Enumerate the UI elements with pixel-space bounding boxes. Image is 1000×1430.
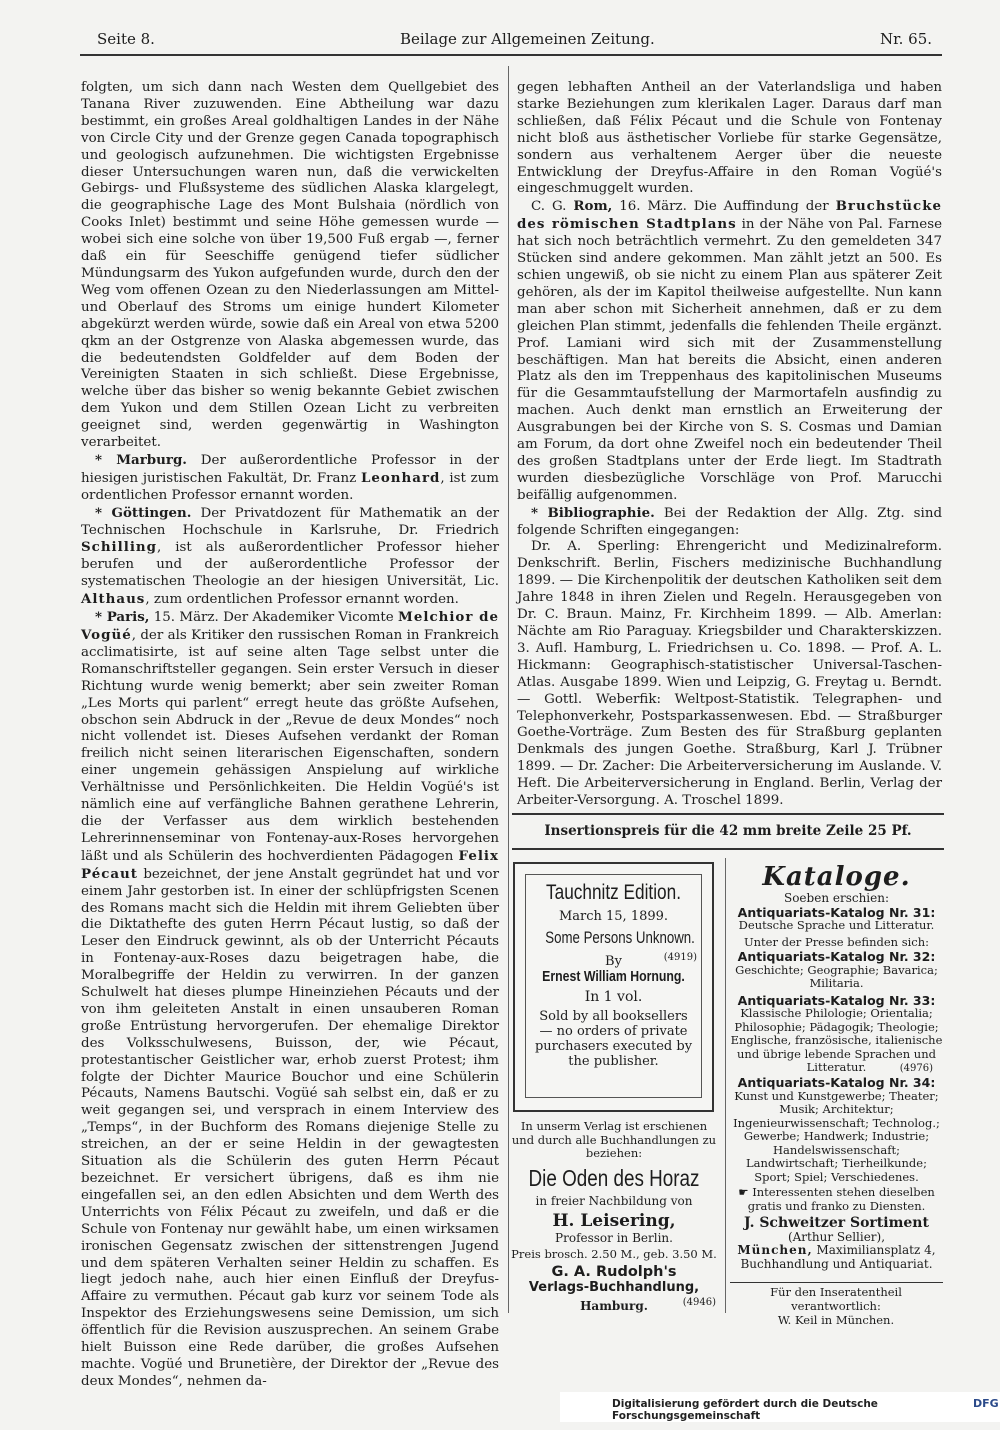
ad-rule	[512, 848, 944, 850]
text: C. G.	[531, 199, 574, 215]
page-title: Beilage zur Allgemeinen Zeitung.	[400, 30, 655, 48]
horaz-title: Die Oden des Horaz	[528, 1164, 700, 1191]
rom-heading: Rom,	[573, 198, 613, 215]
person-name: Schilling	[81, 539, 158, 556]
kataloge-address	[730, 1244, 943, 1258]
katalog-34-desc: Kunst und Kunstgewerbe; Theater; Musik; Architektur; Ingenieurwissenschaft; Technolog.; Gewerbe; Handwerk; Industrie; Handelswissenschaft; Landwirtschaft; Tierheilkunde; Sport; Spiel; Verschiedenes.	[733, 1088, 940, 1184]
kataloge-owner: (Arthur Sellier),	[787, 1229, 886, 1244]
responsible-name: W. Keil in München.	[777, 1313, 895, 1327]
insertion-price: Insertionspreis für die 42 mm breite Zeile 25 Pf.	[544, 823, 912, 839]
text: , zum ordentlichen Professor ernannt worden.	[145, 592, 459, 608]
horaz-publisher-2: Verlags-Buchhandlung,	[528, 1279, 700, 1295]
page-number: Seite 8.	[97, 30, 155, 48]
bibliographie-paragraph	[517, 505, 942, 540]
tauchnitz-title: Tauchnitz Edition.	[546, 881, 681, 904]
horaz-ad	[508, 1120, 720, 1311]
city: München,	[737, 1243, 813, 1257]
alaska-paragraph: folgten, um sich dann nach Westen dem Quellgebiet des Tanana River zuzuwenden. Eine Abtheilung war dazu bestimmt, ein großes Areal goldhaltigen Landes in der Nähe von Circle City und der Grenze gegen Canada topographisch und geologisch aufzunehmen. Die wichtigsten Ergebnisse dieser Untersuchungen waren nun, daß die verwickelten Gebirgs- und Flußsysteme des südlichen Alaska klargelegt, die geographische Lage des Mont Bulshaia (nördlich von Cooks Inlet) bestimmt und seine Höhe gemessen wurde — wobei sich eine solche von über 19,500 Fuß ergab —, ferner daß ein für Seeschiffe genügend tiefer südlicher Mündungsarm des Yukon aufgefunden wurde, durch den der Weg vom offenen Ozean zu den Niederlassungen am Mittel- und Oberlauf des Stroms um einige hundert Kilometer abgekürzt werden würde, sowie daß ein Areal von etwa 5200 qkm an der Ostgrenze von Alaska abgemessen wurde, das die bedeutendsten Goldfelder auf dem Boden der Vereinigten Staaten in sich schließt. Diese Ergebnisse, welche über das bisher so wenig bekannte Gebiet zwischen dem Yukon und dem Stillen Ozean Licht zu verbreiten geeignet sind, werden gegenwärtig in Washington verarbeitet.	[81, 80, 499, 451]
person-name: Leonhard	[360, 469, 441, 486]
rom-paragraph	[517, 198, 942, 504]
paris-paragraph	[81, 609, 499, 1391]
horaz-publisher: G. A. Rudolph's	[551, 1263, 677, 1280]
katalog-34: Antiquariats-Katalog Nr. 34:	[737, 1075, 936, 1090]
text: , ist als außerordentlicher Professor hieher berufen und der außerordentliche Professor der systematischen Theologie an der hiesigen Universität, Lic.	[81, 540, 499, 590]
marburg-heading: * Marburg.	[95, 451, 187, 468]
kataloge-intro: Soeben erschien:	[783, 891, 890, 905]
goettingen-heading: * Göttingen.	[95, 504, 192, 521]
tauchnitz-author: Ernest William Hornung.	[542, 968, 685, 985]
footer-text: Digitalisierung gefördert durch die Deutsche Forschungsgemeinschaft	[612, 1398, 878, 1422]
text: 15. März. Der Akademiker Vicomte	[149, 610, 399, 626]
tauchnitz-book: Some Persons Unknown.	[545, 928, 695, 947]
horaz-intro: In unserm Verlag ist erschienen und durch alle Buchhandlungen zu beziehen:	[511, 1119, 717, 1160]
left-column	[81, 80, 499, 1391]
dfg-logo: DFG	[973, 1397, 999, 1410]
tauchnitz-code: (4919)	[663, 952, 697, 963]
kataloge-ad	[730, 862, 943, 1271]
text: Bei der Redaktion der Allg. Ztg. sind folgende Schriften eingegangen:	[517, 505, 943, 538]
katalog-32-desc: Geschichte; Geographie; Bavarica; Militaria.	[735, 962, 938, 990]
horaz-sub: in freier Nachbildung von	[535, 1193, 693, 1208]
kataloge-note	[730, 1186, 943, 1213]
pointing-hand-icon: ☛	[738, 1185, 753, 1199]
katalog-code: (4976)	[899, 1062, 933, 1074]
horaz-price: Preis brosch. 2.50 M., geb. 3.50 M.	[511, 1246, 717, 1261]
tauchnitz-ad	[513, 862, 714, 1112]
horaz-role: Professor in Berlin.	[555, 1230, 673, 1245]
horaz-code: (4946)	[682, 1296, 716, 1308]
text: , ist zum ordentlichen Professor ernannt worden.	[81, 470, 499, 503]
katalog-33-desc: Klassische Philologie; Orientalia; Philosophie; Pädagogik; Theologie; Englische, französische, italienische und übrige lebende Sprachen und Litteratur.	[730, 1006, 943, 1074]
paris-heading: * Paris,	[95, 609, 150, 626]
text: Interessenten stehen dieselben gratis und franko zu Diensten.	[747, 1185, 935, 1213]
katalog-32: Antiquariats-Katalog Nr. 32:	[737, 949, 936, 964]
text: in der Nähe von Pal. Farnese hat sich noch beträchtlich vermehrt. Zu den gemeldeten 347 Stücken sind andere gekommen. Man zählt jetzt an 500. Es schien ungewiß, ob sie nicht zu einem Plan aus späterer Zeit gehören, als der im Kapitol theilweise aufgestellte. Nun kann man aber schon mit Sicherheit annehmen, daß er zu dem gleichen Plan stimmt, jedenfalls die fehlenden Theile ergänzt. Prof. Lamiani wird sich mit der Zusammenstellung beschäftigen. Man hat bereits die Absicht, einen anderen Platz als den im Treppenhaus des kapitolinischen Museums für die Gesammtaufstellung der Marmortafeln ausfindig zu machen. Auch denkt man ernstlich an Erweiterung der Ausgrabungen bei der Kirche von S. S. Cosmas und Damian am Forum, da dort ohne Zweifel noch ein bedeutender Theil des großen Stadtplans unter der Erde liegt. Im Stadtrath wurden diesbezügliche Vorschläge von Prof. Marucchi beifällig aufgenommen.	[517, 217, 942, 503]
text: Maximiliansplatz 4,	[812, 1243, 936, 1257]
goettingen-paragraph	[81, 505, 499, 609]
responsible-note	[726, 1285, 946, 1327]
person-name: Melchior de Vogüé	[81, 609, 499, 643]
tauchnitz-date: March 15, 1899.	[558, 909, 669, 924]
kataloge-address-2: Buchhandlung und Antiquariat.	[740, 1256, 933, 1271]
header-rule	[80, 54, 942, 56]
katalog-31-desc: Deutsche Sprache und Litteratur.	[738, 918, 935, 932]
right-column	[517, 80, 942, 810]
book-list: Dr. A. Sperling: Ehrengericht und Medizinalreform. Denkschrift. Berlin, Fischers medizinische Buchhandlung 1899. — Die Kirchenpolitik der deutschen Katholiken seit dem Jahre 1848 in ihren Zielen und Regeln. Herausgegeben von Dr. C. Braun. Mainz, Fr. Kirchheim 1899. — Alb. Amerlan: Nächte am Rio Paraguay. Kriegsbilder und Charakterskizzen. 3. Aufl. Hamburg, L. Friedrichsen u. Co. 1898. — Prof. A. L. Hickmann: Geographisch-statistischer Universal-Taschen-Atlas. Ausgabe 1899. Wien und Leipzig, G. Freytag u. Berndt. — Gottl. Weberfik: Weltpost-Statistik. Telegraphen- und Telephonverkehr, Postsparkassenwesen. Ebd. — Straßburger Goethe-Vorträge. Zum Besten des für Straßburg geplanten Denkmals des jungen Goethe. Straßburg, Karl J. Trübner 1899. — Dr. Zacher: Die Arbeiterversicherung im Auslande. V. Heft. Die Arbeiterversicherung in England. Berlin, Verlag der Arbeiter-Versorgung. A. Troschel 1899.	[517, 539, 942, 809]
footer	[560, 1392, 1000, 1422]
responsible-label: Für den Inseratentheil verantwortlich:	[770, 1285, 902, 1313]
paris-continued-paragraph: gegen lebhaften Antheil an der Vaterlandsliga und haben starke Beziehungen zum klerikalen Lager. Daraus darf man schließen, daß Félix Pécaut und die Schule von Fontenay nicht bloß aus ästhetischer Vorliebe für starke Gegensätze, sondern aus verhaltenem Aerger über die neueste Entwicklung der Dreyfus-Affaire in den Roman Vogüé's eingeschmuggelt wurden.	[517, 80, 942, 197]
person-name: Felix Pécaut	[81, 847, 499, 882]
marburg-paragraph	[81, 452, 499, 505]
text: , der als Kritiker den russischen Roman in Frankreich acclimatisirte, ist auf seine alten Tage selbst unter die Romanschriftsteller gegangen. Sein erster Versuch in dieser Richtung wurde wenig bemerkt; aber sein zweiter Roman „Les Morts qui parlent“ erregt heute das größte Aufsehen, obschon sein Abdruck in der „Revue de deux Mondes“ noch nicht vollendet ist. Dieses Aufsehen verdankt der Roman freilich nicht seinen literarischen Eigenschaften, sondern einer ungemein gehässigen Anspielung auf wirkliche Verhältnisse und Persönlichkeiten. Die Heldin Vogüé's ist nämlich eine auf verfängliche Bahnen gerathene Lehrerin, die der Verfasser aus dem wirklich bestehenden Lehrerinnenseminar von Fontenay-aux-Roses hervorgehen läßt und als Schülerin des hochverdienten Pädagogen	[81, 628, 499, 864]
ad-divider	[725, 858, 726, 1313]
text: Der Privatdozent für Mathematik an der Technischen Hochschule in Karlsruhe, Dr. Friedrich	[81, 505, 499, 538]
kataloge-title: Kataloge.	[762, 862, 911, 892]
tauchnitz-vol: In 1 vol.	[584, 989, 643, 1005]
katalog-31: Antiquariats-Katalog Nr. 31:	[737, 904, 936, 920]
issue-number: Nr. 65.	[880, 30, 933, 48]
tauchnitz-by: By	[605, 954, 622, 969]
horaz-author: H. Leisering,	[552, 1210, 676, 1231]
bibliographie-heading: * Bibliographie.	[531, 504, 655, 521]
katalog-33: Antiquariats-Katalog Nr. 33:	[737, 992, 936, 1008]
text: 16. März. Die Auffindung der	[612, 199, 836, 215]
tauchnitz-text: Sold by all booksellers — no orders of private purchasers executed by the publisher.	[534, 1009, 693, 1069]
ad-top-rule	[512, 813, 944, 815]
emphasis: Bruchstücke des römischen Stadtplans	[517, 198, 942, 233]
responsible-rule	[730, 1282, 943, 1283]
horaz-city: Hamburg.	[580, 1298, 648, 1313]
person-name: Althaus	[81, 591, 146, 608]
text: Der außerordentliche Professor in der hiesigen juristischen Fakultät, Dr. Franz	[81, 452, 499, 486]
kataloge-press: Unter der Presse befinden sich:	[743, 934, 930, 949]
text: bezeichnet, der jene Anstalt gegründet hat und vor einem Jahr gestorben ist. In einer der schlüpfrigsten Scenen des Romans macht sich die Heldin mit ihrem Geliebten über die Diktathefte des guten Herrn Pécaut lustig, so daß der Leser den Eindruck gewinnt, als ob der Unterricht Pécauts in Fontenay-aux-Roses dazu beigetragen habe, die Moralbegriffe der Heldin zu verwirren. In der ganzen Schulwelt hat dieses plumpe Hineinziehen Pécauts und der von ihm geleiteten Anstalt in einen unsauberen Roman große Entrüstung hervorgerufen. Der ehemalige Direktor des Volksschulwesens, Buisson, der, wie Pécaut, protestantischer Geistlicher war, erhob zuerst Protest; ihm folgte der Dichter Maurice Bouchor und eine Schülerin Pécauts, Namens Bautschi. Vogüé sah selbst ein, daß er zu weit gegangen sei, und versprach in einem Interview des „Temps“, in der Buchform des Romans diejenige Stelle zu streichen, an der er seine Heldin in der gewagtesten Situation als die Schülerin des guten Herrn Pécaut bezeichnet. Er versichert übrigens, daß es ihm nie eingefallen sei, an den edlen Absichten und dem Werth des Unterrichts von Félix Pécaut zu zweifeln, und daß er die Schule von Fontenay nur gewählt habe, um einen wirksamen ironischen Gegensatz zwischen der sittenstrengen Jugend und dem späteren Verhalten seiner Heldin zu schaffen. Es liegt jedoch nahe, auch hier einen Einfluß der Dreyfus-Affaire zu vermuthen. Pécaut gab kurz vor seinem Tode als Inspektor des Erziehungswesens seine Demission, um sich öffentlich für die Revision auszusprechen. An seinem Grabe hielt Buisson eine Rede darüber, die großes Aufsehen machte. Vogüé und Brunetière, der Direktor der „Revue des deux Mondes“, nehmen da-	[81, 866, 499, 1389]
kataloge-firm: J. Schweitzer Sortiment	[744, 1215, 929, 1231]
